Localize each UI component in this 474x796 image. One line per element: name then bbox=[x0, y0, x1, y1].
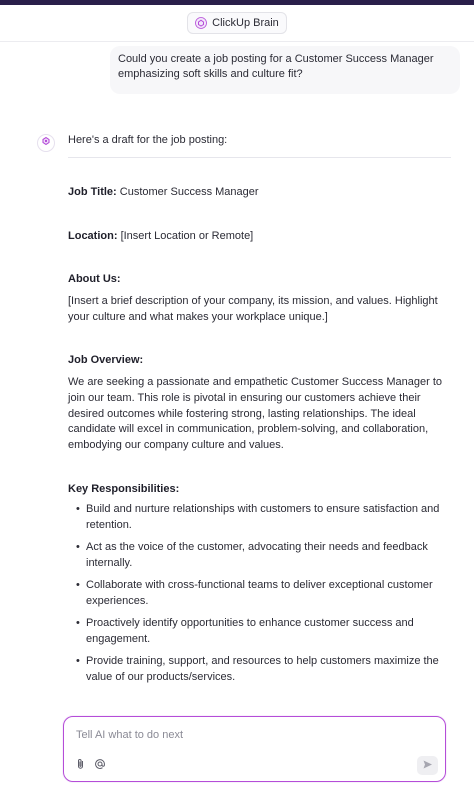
ai-intro-text: Here's a draft for the job posting: bbox=[68, 134, 228, 146]
ai-avatar bbox=[37, 134, 55, 152]
list-item: • Act as the voice of the customer, advocating their needs and feedback internally. bbox=[68, 540, 450, 572]
prompt-input[interactable] bbox=[76, 726, 426, 744]
location-value: [Insert Location or Remote] bbox=[120, 230, 254, 242]
job-overview-text: We are seeking a passionate and empathetic Customer Success Manager to join our team. This role is pivotal in ensuring our customers achieve their desired outcomes while fostering strong, lasting relationships. The ideal candidate will excel in communication, problem-solving, and collaboration, embodying our company culture and values. bbox=[68, 376, 442, 452]
message-composer bbox=[63, 716, 446, 782]
chat-header bbox=[0, 5, 474, 42]
at-icon[interactable] bbox=[93, 757, 107, 771]
job-overview-heading-text: Job Overview: bbox=[68, 354, 144, 366]
list-item: • Collaborate with cross-functional teams to deliver exceptional customer experiences. bbox=[68, 578, 450, 610]
key-responsibilities-heading bbox=[68, 482, 450, 498]
clickup-brain-pill[interactable] bbox=[187, 12, 287, 34]
paperclip-icon[interactable] bbox=[73, 757, 87, 771]
job-title-label: Job Title: bbox=[68, 186, 117, 198]
responsibilities-list bbox=[68, 502, 450, 692]
key-responsibilities-heading-text: Key Responsibilities: bbox=[68, 483, 180, 495]
header-title: ClickUp Brain bbox=[212, 17, 279, 29]
send-icon bbox=[422, 757, 433, 775]
clickup-brain-icon bbox=[195, 17, 207, 29]
list-item: • Build and nurture relationships with customers to ensure satisfaction and retention. bbox=[68, 502, 450, 534]
divider bbox=[68, 157, 451, 158]
list-item: • Provide training, support, and resources to help customers maximize the value of our products/services. bbox=[68, 654, 450, 686]
location-line bbox=[68, 229, 450, 245]
about-us-heading-text: About Us: bbox=[68, 273, 121, 285]
job-title-value: Customer Success Manager bbox=[119, 186, 259, 198]
user-message: Could you create a job posting for a Customer Success Manager emphasizing soft skills and culture fit? bbox=[110, 46, 460, 94]
list-item: • Proactively identify opportunities to enhance customer success and engagement. bbox=[68, 616, 450, 648]
job-title-line bbox=[68, 185, 450, 201]
send-button[interactable] bbox=[417, 756, 438, 775]
location-label: Location: bbox=[68, 230, 118, 242]
job-overview-heading bbox=[68, 353, 450, 369]
clickup-brain-avatar-icon bbox=[40, 134, 52, 152]
about-us-heading bbox=[68, 272, 450, 288]
about-us-text: [Insert a brief description of your company, its mission, and values. Highlight your culture and what makes your workplace unique.] bbox=[68, 295, 438, 323]
